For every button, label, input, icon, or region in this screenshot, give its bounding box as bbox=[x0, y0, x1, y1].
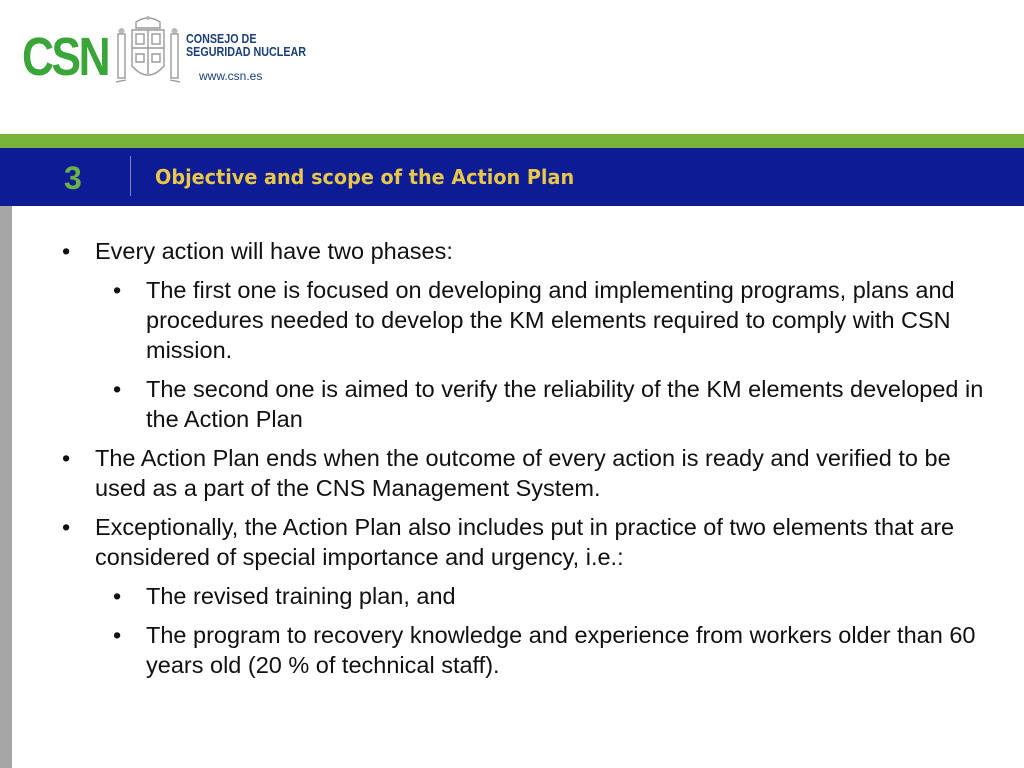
logo-brand: CSN bbox=[22, 27, 109, 87]
section-number: 3 bbox=[64, 160, 82, 196]
bullet-marker: • bbox=[113, 376, 122, 402]
bullet-item bbox=[58, 512, 1003, 572]
sub-bullet-item bbox=[109, 581, 1003, 611]
sub-bullet-item bbox=[109, 275, 1003, 365]
logo-org-line1: CONSEJO DE bbox=[186, 32, 257, 46]
bullet-marker: • bbox=[113, 622, 122, 648]
bullet-marker: • bbox=[113, 277, 122, 303]
left-side-bar bbox=[0, 206, 12, 768]
bullet-marker: • bbox=[62, 514, 71, 540]
bullet-item bbox=[58, 443, 1003, 503]
spain-coat-of-arms-icon bbox=[116, 14, 180, 88]
csn-logo bbox=[0, 0, 340, 110]
header-accent-band bbox=[0, 134, 1024, 148]
bullet-item bbox=[58, 236, 1003, 266]
bullet-text: The Action Plan ends when the outcome of every action is ready and verified to be used as a part of the CNS Management System. bbox=[95, 445, 951, 501]
bullet-list bbox=[58, 236, 1003, 689]
bullet-text: The second one is aimed to verify the reliability of the KM elements developed in the Action Plan bbox=[146, 376, 984, 432]
logo-org-name bbox=[186, 33, 306, 59]
sub-bullet-item bbox=[109, 374, 1003, 434]
bullet-text: The first one is focused on developing and implementing programs, plans and procedures needed to develop the KM elements required to comply with CSN mission. bbox=[146, 277, 955, 363]
logo-org-line2: SEGURIDAD NUCLEAR bbox=[186, 45, 307, 59]
bullet-marker: • bbox=[62, 238, 71, 264]
bullet-text: The revised training plan, and bbox=[146, 583, 456, 609]
header-divider bbox=[130, 156, 131, 196]
bullet-text: Exceptionally, the Action Plan also includes put in practice of two elements that are considered of special importance and urgency, i.e.: bbox=[95, 514, 955, 570]
bullet-text: The program to recovery knowledge and experience from workers older than 60 years old (20 % of technical staff). bbox=[146, 622, 976, 678]
bullet-text: Every action will have two phases: bbox=[95, 238, 453, 264]
section-title: Objective and scope of the Action Plan bbox=[155, 165, 575, 189]
bullet-marker: • bbox=[62, 445, 71, 471]
bullet-marker: • bbox=[113, 583, 122, 609]
logo-url: www.csn.es bbox=[199, 69, 263, 83]
sub-bullet-item bbox=[109, 620, 1003, 680]
